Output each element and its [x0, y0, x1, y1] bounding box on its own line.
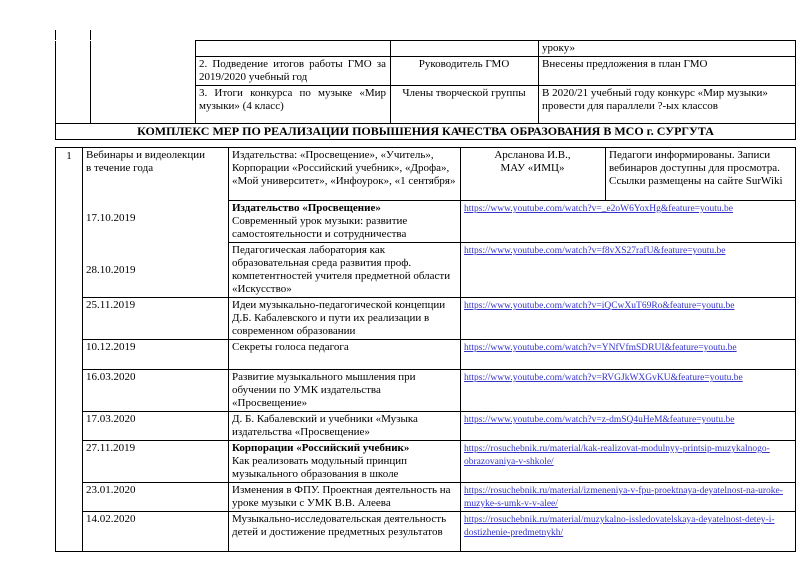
webinar-topic: Развитие музыкального мышления при обучении по УМК издательства «Просвещение»: [232, 371, 416, 409]
webinar-link-cell: [461, 441, 796, 483]
section-header: КОМПЛЕКС МЕР ПО РЕАЛИЗАЦИИ ПОВЫШЕНИЯ КАЧЕСТВА ОБРАЗОВАНИЯ В МСО г. СУРГУТА: [56, 124, 796, 140]
webinar-date: 28.10.2019: [86, 264, 136, 276]
gmo-summary-table: [55, 40, 796, 140]
row-number-cell: 1: [56, 148, 83, 552]
table-continuation-line: [90, 30, 91, 40]
measures-table: [55, 147, 796, 552]
webinar-link[interactable]: https://www.youtube.com/watch?v=_e2oW6YoxHg&feature=youtu.be: [464, 204, 734, 214]
result-cell: Внесены предложения в план ГМО: [539, 57, 796, 86]
activity-cell: 2. Подведение итогов работы ГМО за 2019/2020 учебный год: [196, 57, 391, 86]
webinar-topic: Как реализовать модульный принцип музыкального образования в школе: [232, 455, 408, 480]
webinar-date-cell: 23.01.2020: [83, 483, 229, 512]
webinar-topic: Идеи музыкально-педагогической концепции Д.Б. Кабалевского и пути их реализации в современном образовании: [232, 299, 446, 337]
webinar-link-cell: [461, 243, 796, 298]
webinar-link-cell: [461, 412, 796, 441]
webinar-link-cell: [461, 370, 796, 412]
webinar-date: 17.10.2019: [86, 212, 136, 224]
event-dates-cell: [83, 148, 229, 298]
responsible-cell: [461, 148, 606, 201]
result-cell: Педагоги информированы. Записи вебинаров доступны для просмотра. Ссылки размещены на сайте SurWiki: [606, 148, 796, 201]
webinar-link[interactable]: https://rosuchebnik.ru/material/izmeneniya-v-fpu-proektnaya-deyatelnost-na-uroke-muzyke-s-umk-v-v-alee/: [464, 486, 783, 509]
responsible-org: МАУ «ИМЦ»: [500, 162, 565, 174]
webinar-link[interactable]: https://www.youtube.com/watch?v=f8vXS27rafU&feature=youtu.be: [464, 246, 726, 256]
webinar-topic: Современный урок музыки: развитие самостоятельности и сотрудничества: [232, 215, 408, 240]
webinar-topic-cell: [229, 441, 461, 483]
activity-cell: 3. Итоги конкурса по музыке «Мир музыки» (4 класс): [196, 86, 391, 124]
webinar-date-cell: 17.03.2020: [83, 412, 229, 441]
publishers-topic-cell: Издательства: «Просвещение», «Учитель», Корпорации «Российский учебник», «Дрофа», «Мой университет», «Инфоурок», «1 сентября»: [229, 148, 461, 201]
webinar-topic-cell: [229, 298, 461, 340]
webinar-topic: Д. Б. Кабалевский и учебники «Музыка издательства «Просвещение»: [232, 413, 418, 438]
webinar-date-cell: 25.11.2019: [83, 298, 229, 340]
webinar-date-cell: 10.12.2019: [83, 340, 229, 370]
webinar-link[interactable]: https://rosuchebnik.ru/material/kak-realizovat-modulnyy-printsip-muzykalnogo-obrazovaniya-v-shkole/: [464, 444, 770, 467]
result-cell: В 2020/21 учебный году конкурс «Мир музыки» провести для параллели ?-ых классов: [539, 86, 796, 124]
event-period: в течение года: [86, 162, 154, 174]
webinar-date-cell: 27.11.2019: [83, 441, 229, 483]
webinar-topic: Педагогическая лаборатория как образовательная среда развития проф. компетентностей учителя предметной области «Искусство»: [232, 244, 451, 295]
empty-number-cell: [56, 41, 91, 124]
empty-activity-cell: [196, 41, 391, 57]
webinar-topic: Изменения в ФПУ. Проектная деятельность на уроке музыки с УМК В.В. Алеева: [232, 484, 451, 509]
webinar-topic-cell: [229, 483, 461, 512]
webinar-link[interactable]: https://www.youtube.com/watch?v=z-dmSQ4uHeM&feature=youtu.be: [464, 415, 735, 425]
webinar-topic-cell: [229, 340, 461, 370]
webinar-topic-cell: [229, 243, 461, 298]
responsible-name: Арсланова И.В.,: [494, 149, 571, 161]
webinar-date-cell: 14.02.2020: [83, 512, 229, 552]
webinar-topic: Секреты голоса педагога: [232, 341, 349, 353]
webinar-link-cell: [461, 201, 796, 243]
webinar-link[interactable]: https://rosuchebnik.ru/material/muzykalno-issledovatelskaya-deyatelnost-detey-i-dostizhenie-predmetnykh/: [464, 515, 775, 538]
event-name: Вебинары и видеолекции: [86, 149, 206, 161]
responsible-cell: Руководитель ГМО: [391, 57, 539, 86]
table-continuation-line: [55, 30, 56, 40]
webinar-topic: Музыкально-исследовательская деятельность детей и достижение предметных результатов: [232, 513, 447, 538]
webinar-heading: Издательство «Просвещение»: [232, 202, 381, 214]
empty-responsible-cell: [391, 41, 539, 57]
empty-direction-cell: [91, 41, 196, 124]
webinar-link-cell: [461, 340, 796, 370]
webinar-link[interactable]: https://www.youtube.com/watch?v=RVGJkWXGvKU&feature=youtu.be: [464, 373, 743, 383]
responsible-cell: Члены творческой группы: [391, 86, 539, 124]
webinar-topic-cell: [229, 512, 461, 552]
webinar-link[interactable]: https://www.youtube.com/watch?v=YNfVfmSDRUI&feature=youtu.be: [464, 343, 737, 353]
webinar-link-cell: [461, 298, 796, 340]
webinar-link[interactable]: https://www.youtube.com/watch?v=iQCwXuT69Ro&feature=youtu.be: [464, 301, 735, 311]
webinar-link-cell: [461, 483, 796, 512]
webinar-topic-cell: [229, 370, 461, 412]
webinar-topic-cell: [229, 412, 461, 441]
webinar-link-cell: [461, 512, 796, 552]
webinar-topic-cell: [229, 201, 461, 243]
result-fragment-cell: уроку»: [539, 41, 796, 57]
webinar-heading: Корпорации «Российский учебник»: [232, 442, 410, 454]
webinar-date-cell: 16.03.2020: [83, 370, 229, 412]
